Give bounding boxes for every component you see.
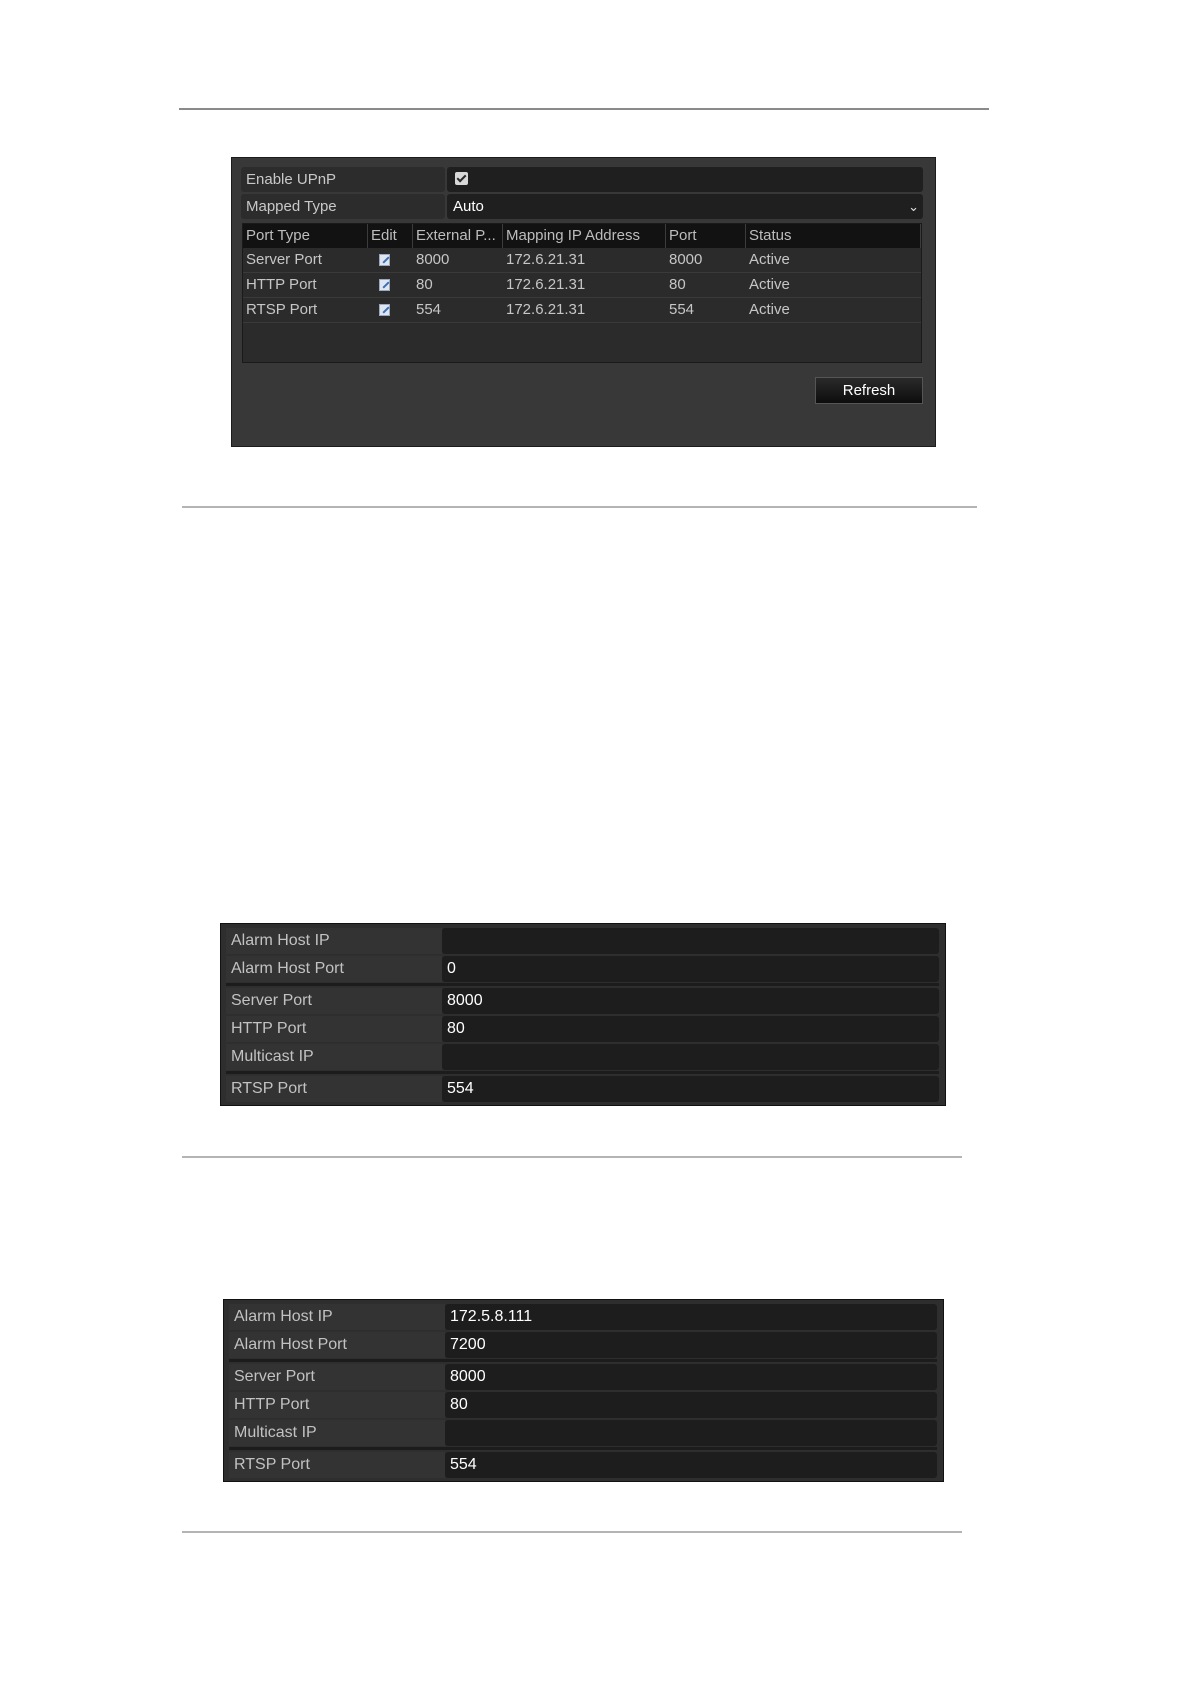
table-row[interactable] [243, 273, 921, 298]
refresh-button[interactable]: Refresh [815, 377, 923, 404]
mapped-type-label: Mapped Type [241, 194, 445, 219]
divider [229, 1359, 937, 1362]
http-port-field[interactable]: 80 [442, 1016, 939, 1042]
http-port-label: HTTP Port [229, 1392, 445, 1418]
network-parameters-panel-configured [223, 1299, 944, 1482]
http-port-label: HTTP Port [226, 1016, 442, 1042]
enable-upnp-field [447, 167, 923, 192]
network-parameters-panel-default [220, 923, 946, 1106]
port-cell: 554 [669, 301, 695, 318]
mapping-ip-cell: 172.6.21.31 [506, 251, 586, 268]
alarm-host-ip-label: Alarm Host IP [229, 1304, 445, 1330]
alarm-host-port-label: Alarm Host Port [226, 956, 442, 982]
header-rule [179, 108, 989, 110]
server-port-field[interactable]: 8000 [442, 988, 939, 1014]
alarm-host-ip-row [229, 1304, 937, 1330]
multicast-ip-row [226, 1044, 939, 1070]
rtsp-port-row [229, 1452, 937, 1478]
edit-icon[interactable] [379, 304, 390, 316]
port-cell: 80 [669, 276, 686, 293]
mapped-type-row [241, 194, 923, 219]
column-header-port-type[interactable]: Port Type [243, 224, 368, 248]
mapped-type-value: Auto [453, 198, 484, 215]
multicast-ip-label: Multicast IP [229, 1420, 445, 1446]
port-mapping-table [242, 223, 922, 363]
rtsp-port-field[interactable]: 554 [445, 1452, 937, 1478]
alarm-host-port-label: Alarm Host Port [229, 1332, 445, 1358]
column-header-mapping-ip[interactable]: Mapping IP Address [503, 224, 666, 248]
edit-cell [368, 273, 413, 297]
enable-upnp-label: Enable UPnP [241, 167, 445, 192]
rtsp-port-row [226, 1076, 939, 1102]
alarm-host-ip-label: Alarm Host IP [226, 928, 442, 954]
column-header-status[interactable]: Status [746, 224, 921, 248]
enable-upnp-row [241, 167, 923, 192]
http-port-row [229, 1392, 937, 1418]
server-port-label: Server Port [229, 1364, 445, 1390]
enable-upnp-checkbox[interactable] [455, 172, 468, 185]
status-cell: Active [749, 301, 790, 318]
port-cell: 8000 [669, 251, 703, 268]
edit-icon[interactable] [379, 279, 390, 291]
divider [229, 1447, 937, 1450]
external-port-cell: 80 [416, 276, 433, 293]
http-port-row [226, 1016, 939, 1042]
multicast-ip-label: Multicast IP [226, 1044, 442, 1070]
alarm-host-port-row [226, 956, 939, 982]
rtsp-port-label: RTSP Port [229, 1452, 445, 1478]
rtsp-port-label: RTSP Port [226, 1076, 442, 1102]
column-header-external-port[interactable]: External P... [413, 224, 503, 248]
edit-icon[interactable] [379, 254, 390, 266]
multicast-ip-row [229, 1420, 937, 1446]
server-port-label: Server Port [226, 988, 442, 1014]
table-row[interactable] [243, 248, 921, 273]
divider [226, 1071, 939, 1074]
port-type-cell: RTSP Port [246, 301, 318, 318]
status-cell: Active [749, 276, 790, 293]
alarm-host-port-row [229, 1332, 937, 1358]
multicast-ip-field[interactable] [445, 1420, 937, 1446]
external-port-cell: 554 [416, 301, 442, 318]
mapping-ip-cell: 172.6.21.31 [506, 301, 586, 318]
alarm-host-ip-row [226, 928, 939, 954]
external-port-cell: 8000 [416, 251, 450, 268]
port-type-cell: HTTP Port [246, 276, 317, 293]
table-row[interactable] [243, 298, 921, 323]
upnp-settings-panel [231, 157, 936, 447]
alarm-host-ip-field[interactable] [442, 928, 939, 954]
server-port-row [226, 988, 939, 1014]
edit-cell [368, 248, 413, 272]
mapped-type-select[interactable] [447, 194, 923, 219]
column-header-port[interactable]: Port [666, 224, 746, 248]
server-port-row [229, 1364, 937, 1390]
server-port-field[interactable]: 8000 [445, 1364, 937, 1390]
rtsp-port-field[interactable]: 554 [442, 1076, 939, 1102]
status-cell: Active [749, 251, 790, 268]
edit-cell [368, 298, 413, 322]
alarm-host-port-field[interactable]: 7200 [445, 1332, 937, 1358]
section-rule [182, 506, 977, 508]
divider [226, 983, 939, 986]
table-header [243, 224, 921, 248]
chevron-down-icon: ⌄ [908, 199, 919, 214]
http-port-field[interactable]: 80 [445, 1392, 937, 1418]
section-rule [182, 1531, 962, 1533]
column-header-edit[interactable]: Edit [368, 224, 413, 248]
section-rule [182, 1156, 962, 1158]
alarm-host-port-field[interactable]: 0 [442, 956, 939, 982]
mapping-ip-cell: 172.6.21.31 [506, 276, 586, 293]
port-type-cell: Server Port [246, 251, 322, 268]
multicast-ip-field[interactable] [442, 1044, 939, 1070]
alarm-host-ip-field[interactable]: 172.5.8.111 [445, 1304, 937, 1330]
